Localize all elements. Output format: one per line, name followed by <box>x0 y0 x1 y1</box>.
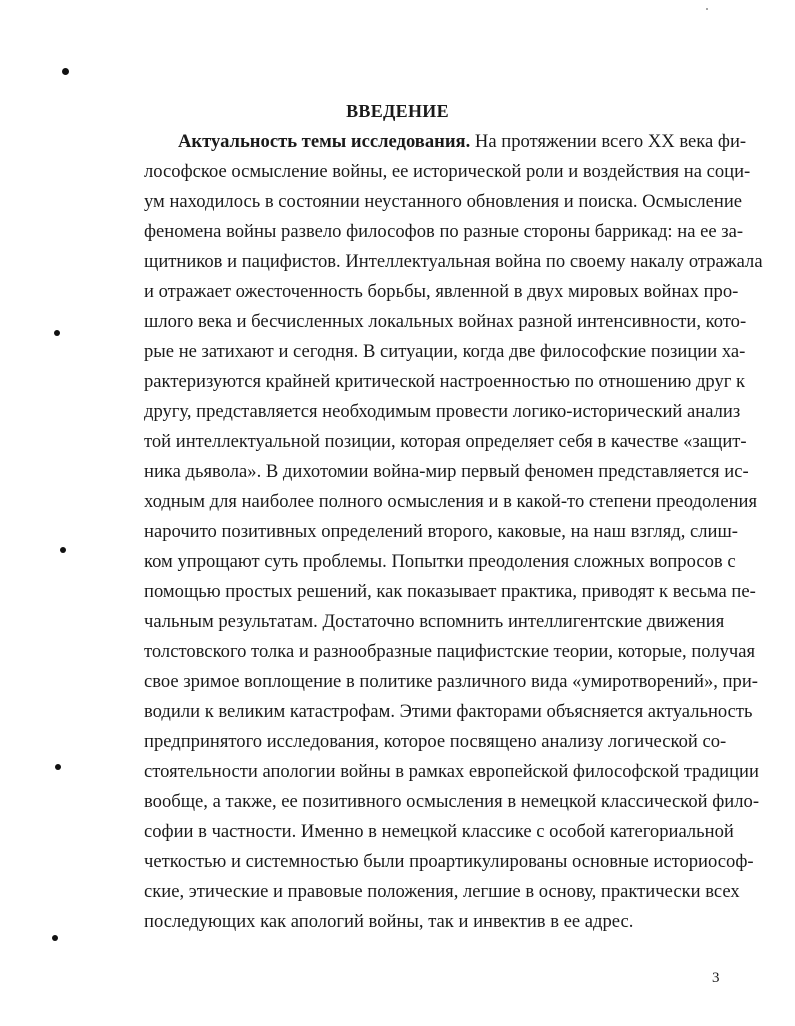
paragraph-line: шлого века и бесчисленных локальных войнах разной интенсивности, кото- <box>144 311 747 332</box>
paragraph-line: и отражает ожесточенность борьбы, явленной в двух мировых войнах про- <box>144 281 739 302</box>
paragraph-line: лософское осмысление войны, ее исторической роли и воздействия на соци- <box>144 161 751 182</box>
paragraph-line: чальным результатам. Достаточно вспомнить интеллигентские движения <box>144 611 725 632</box>
paragraph-line: последующих как апологий войны, так и инвектив в ее адрес. <box>144 911 634 932</box>
paragraph-line: ум находилось в состоянии неустанного обновления и поиска. Осмысление <box>144 191 743 212</box>
paragraph-line: софии в частности. Именно в немецкой классике с особой категориальной <box>144 821 734 842</box>
paragraph-line: свое зримое воплощение в политике различного вида «умиротворений», при- <box>144 671 758 692</box>
paragraph-line: другу, представляется необходимым провести логико-исторический анализ <box>144 401 741 422</box>
paragraph-line: феномена войны развело философов по разные стороны баррикад: на ее за- <box>144 221 744 242</box>
page-number: 3 <box>712 970 720 986</box>
scan-mark <box>54 330 60 336</box>
lead-bold-text: Актуальность темы исследования. <box>178 131 471 152</box>
paragraph-line: ские, этические и правовые положения, легшие в основу, практически всех <box>144 881 740 902</box>
paragraph-line: стоятельности апологии войны в рамках европейской философской традиции <box>144 761 759 782</box>
paragraph-line: вообще, а также, ее позитивного осмысления в немецкой классической фило- <box>144 791 760 812</box>
scan-mark <box>55 764 61 770</box>
paragraph-line: ника дьявола». В дихотомии война-мир первый феномен представляется ис- <box>144 461 749 482</box>
paragraph-line: нарочито позитивных определений второго, каковые, на наш взгляд, слиш- <box>144 521 738 542</box>
paragraph-line: той интеллектуальной позиции, которая определяет себя в качестве «защит- <box>144 431 747 452</box>
paragraph-line: четкостью и системностью были проартикулированы основные историософ- <box>144 851 754 872</box>
paragraph-line: помощью простых решений, как показывает практика, приводят к весьма пе- <box>144 581 756 602</box>
paragraph-line: рактеризуются крайней критической настроенностью по отношению друг к <box>144 371 746 392</box>
scan-speck <box>706 8 708 10</box>
scan-mark <box>62 68 69 75</box>
paragraph-line: водили к великим катастрофам. Этими факторами объясняется актуальность <box>144 701 753 722</box>
page-title: ВВЕДЕНИЕ <box>346 101 449 121</box>
paragraph-line: ком упрощают суть проблемы. Попытки преодоления сложных вопросов с <box>144 551 736 572</box>
scan-mark <box>52 935 58 941</box>
paragraph-line <box>178 130 747 154</box>
paragraph-line: толстовского толка и разнообразные пацифистские теории, которые, получая <box>144 641 756 662</box>
paragraph-line: предпринятого исследования, которое посвящено анализу логической со- <box>144 731 727 752</box>
line-text: На протяжении всего XX века фи- <box>470 131 747 152</box>
paragraph-line: рые не затихают и сегодня. В ситуации, когда две философские позиции ха- <box>144 341 746 362</box>
paragraph-line: ходным для наиболее полного осмысления и в какой-то степени преодоления <box>144 491 758 512</box>
scan-mark <box>60 547 66 553</box>
paragraph-line: щитников и пацифистов. Интеллектуальная война по своему накалу отражала <box>144 251 763 272</box>
